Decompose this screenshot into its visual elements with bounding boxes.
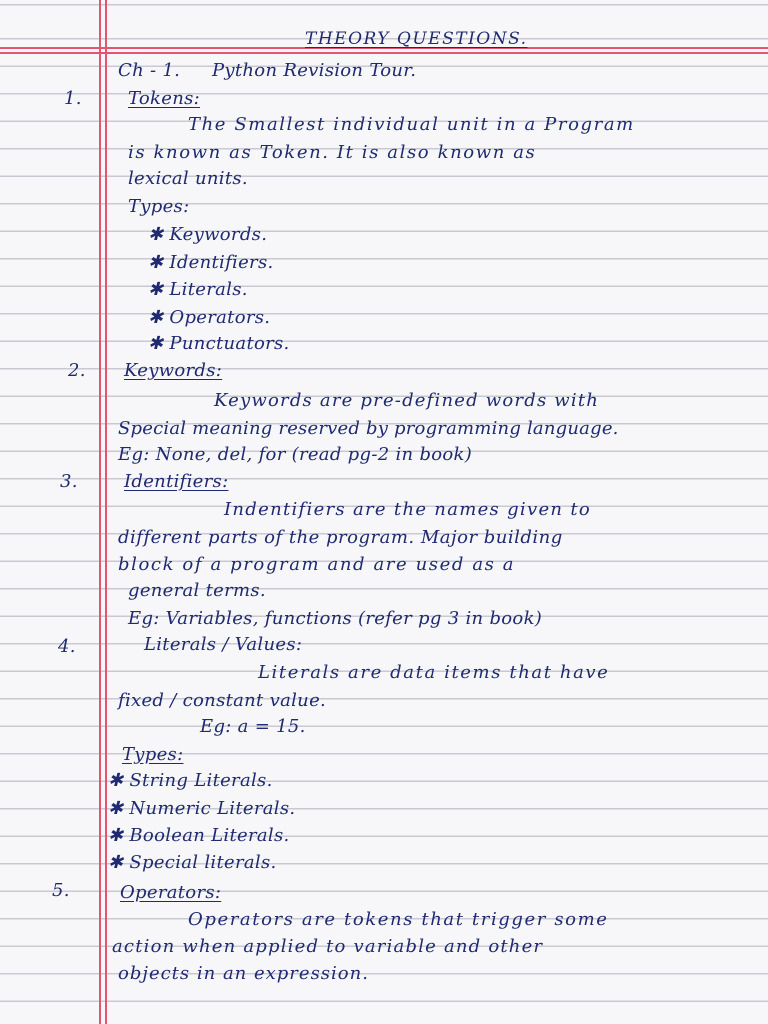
section-line: general terms. [128, 580, 266, 601]
section-number: 1. [64, 88, 82, 109]
list-item: ✱ Operators. [148, 307, 271, 328]
margin-line-left [99, 0, 101, 1024]
section-heading: Keywords: [124, 360, 223, 381]
section-heading: Operators: [120, 882, 222, 903]
section-line: is known as Token. It is also known as [128, 142, 537, 163]
chapter-number: Ch - 1. [118, 60, 181, 81]
section-line: Operators are tokens that trigger some [188, 909, 609, 930]
list-item: ✱ Literals. [148, 279, 248, 300]
section-number: 3. [60, 471, 78, 492]
list-item: ✱ Boolean Literals. [108, 825, 290, 846]
section-number: 5. [52, 880, 70, 901]
section-line: objects in an expression. [118, 963, 369, 984]
section-heading: Literals / Values: [144, 634, 303, 655]
section-line: fixed / constant value. [118, 690, 327, 711]
section-number: 2. [68, 360, 86, 381]
section-number: 4. [58, 636, 76, 657]
list-item: ✱ Keywords. [148, 224, 268, 245]
section-line: Special meaning reserved by programming language. [118, 418, 619, 439]
list-item: ✱ Punctuators. [148, 333, 290, 354]
types-label: Types: [122, 744, 184, 765]
section-heading: Tokens: [128, 88, 200, 109]
chapter-name: Python Revision Tour. [212, 60, 417, 81]
list-item: ✱ Identifiers. [148, 252, 274, 273]
page-title: THEORY QUESTIONS. [305, 29, 528, 49]
section-line: Keywords are pre-defined words with [214, 390, 600, 411]
section-line: Eg: Variables, functions (refer pg 3 in book) [128, 608, 543, 629]
section-line: Eg: None, del, for (read pg-2 in book) [118, 444, 473, 465]
section-line: Indentifiers are the names given to [224, 499, 591, 520]
types-label: Types: [128, 196, 190, 217]
section-line: Eg: a = 15. [200, 716, 306, 737]
list-item: ✱ Numeric Literals. [108, 798, 296, 819]
list-item: ✱ String Literals. [108, 770, 273, 791]
section-heading: Identifiers: [124, 471, 229, 492]
list-item: ✱ Special literals. [108, 852, 277, 873]
section-line: action when applied to variable and other [112, 936, 544, 957]
margin-line-right [105, 0, 107, 1024]
section-line: lexical units. [128, 168, 248, 189]
section-line: block of a program and are used as a [118, 554, 516, 575]
section-line: Literals are data items that have [258, 662, 610, 683]
section-line: different parts of the program. Major building [118, 527, 563, 548]
header-rule-bottom [0, 52, 768, 54]
section-line: The Smallest individual unit in a Program [188, 114, 635, 135]
